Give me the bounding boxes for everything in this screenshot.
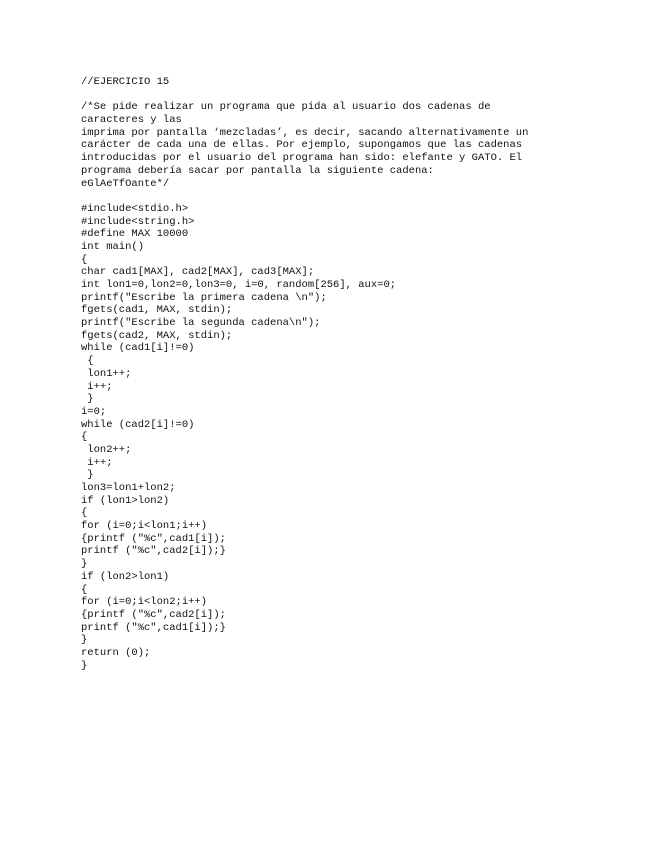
code-line: int lon1=0,lon2=0,lon3=0, i=0, random[256], aux=0; [81,279,397,291]
code-line: return (0); [81,646,151,659]
code-line: fgets(cad2, MAX, stdin); [81,329,233,342]
description-block [81,101,641,190]
description-line: programa debería sacar por pantalla la siguiente cadena: [81,164,434,177]
code-line: { [81,355,94,368]
code-line: } [81,659,88,672]
exercise-title: //EJERCICIO 15 [81,76,170,88]
code-line: printf ("%c",cad1[i]);} [81,621,226,634]
code-line: { [81,507,88,520]
code-line: { [81,253,88,266]
code-line: while (cad1[i]!=0) [81,342,195,355]
code-line: printf ("%c",cad2[i]);} [81,545,226,558]
document-body [81,76,641,672]
code-line: lon3=lon1+lon2; [81,482,176,494]
code-line: i=0; [81,405,107,418]
code-line: printf("Escribe la segunda cadena\n"); [81,317,321,330]
code-line: } [81,558,88,571]
code-line: } [81,634,88,647]
code-line: {printf ("%c",cad2[i]); [81,608,226,621]
description-line: caracteres y las [81,114,182,127]
code-line: while (cad2[i]!=0) [81,418,195,431]
spacer [81,190,641,203]
code-line: lon2++; [81,443,132,456]
code-line: #include<string.h> [81,215,195,228]
code-line: i++; [81,456,113,469]
code-block [81,203,641,672]
code-line: #define MAX 10000 [81,228,189,241]
code-line: if (lon2>lon1) [81,570,170,583]
code-line: int main() [81,240,145,253]
code-line: { [81,431,88,444]
description-line: /*Se pide realizar un programa que pida al usuario dos cadenas de [81,101,491,114]
code-line: for (i=0;i<lon2;i++) [81,596,208,609]
code-line: i++; [81,380,113,393]
code-line: } [81,393,94,406]
code-line: {printf ("%c",cad1[i]); [81,532,226,545]
description-line: carácter de cada una de ellas. Por ejemplo, supongamos que las cadenas [81,139,523,152]
description-line: imprima por pantalla ‘mezcladas’, es decir, sacando alternativamente un [81,126,529,139]
description-line: introducidas por el usuario del programa han sido: elefante y GATO. El [81,152,523,165]
code-line: if (lon1>lon2) [81,494,170,507]
code-line: lon1++; [81,367,132,380]
code-line: printf("Escribe la primera cadena \n"); [81,291,327,304]
code-line: fgets(cad1, MAX, stdin); [81,304,233,317]
code-line: for (i=0;i<lon1;i++) [81,520,208,533]
code-line: { [81,583,88,596]
code-line: #include<stdio.h> [81,202,189,215]
spacer [81,89,641,102]
code-line: } [81,469,94,482]
description-line: eGlAeTfOante*/ [81,177,170,190]
code-line: char cad1[MAX], cad2[MAX], cad3[MAX]; [81,266,315,279]
